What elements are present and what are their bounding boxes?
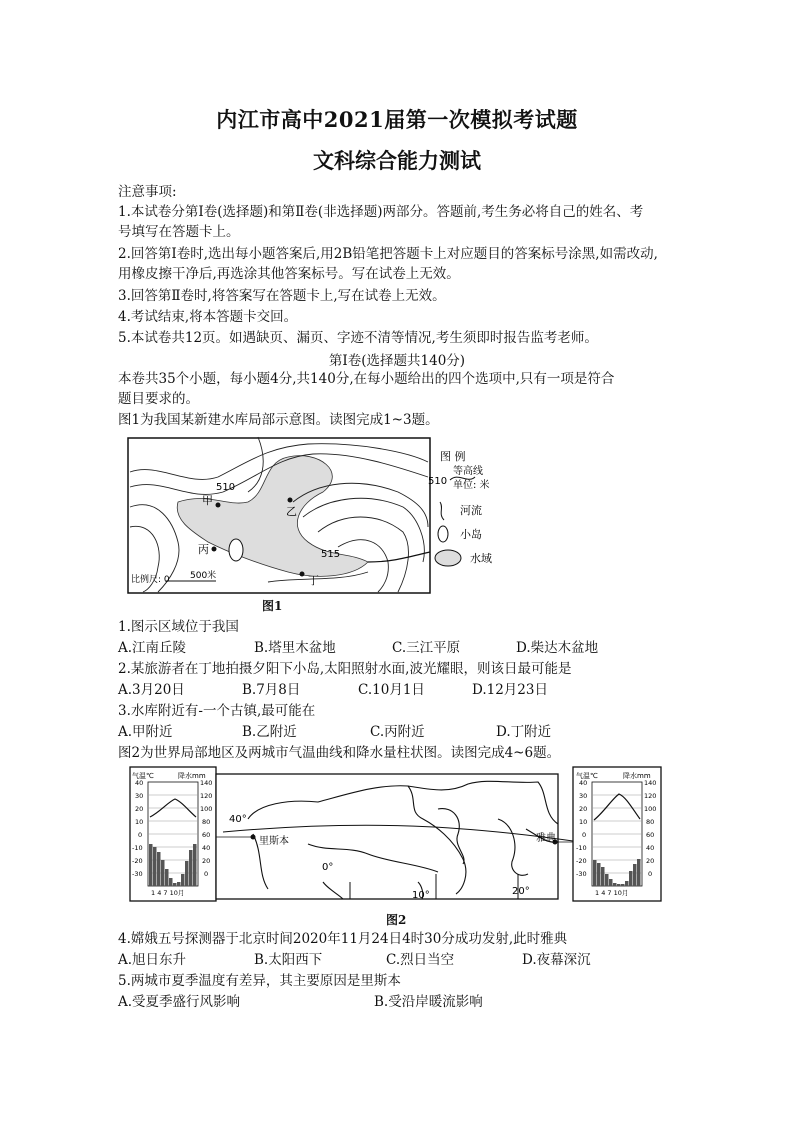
label-yi: 乙	[286, 505, 297, 518]
svg-text:60: 60	[646, 831, 655, 839]
athens-label: 雅典	[536, 833, 556, 844]
fig2-caption: 图2	[386, 913, 407, 927]
page-title: 内江市高中2021届第一次模拟考试题	[216, 107, 578, 132]
label-bing: 丙	[198, 543, 209, 556]
option: C.三江平原	[392, 640, 461, 656]
temp-label: 气温℃	[576, 772, 598, 780]
option: C.10月1日	[358, 682, 425, 698]
option: A.受夏季盛行风影响	[118, 994, 241, 1010]
point-jia	[216, 503, 221, 508]
option: A.旭日东升	[118, 952, 187, 968]
svg-text:30: 30	[579, 792, 588, 800]
months-label: 1 4 7 10月	[151, 889, 185, 897]
fig1-prompt: 图1为我国某新建水库局部示意图。读图完成1~3题。	[118, 412, 439, 428]
notice-heading: 注意事项:	[118, 184, 177, 200]
lisbon-label: 里斯本	[259, 836, 289, 847]
reservoir-map-figure	[118, 432, 538, 600]
option: C.烈日当空	[386, 952, 455, 968]
svg-text:40: 40	[135, 779, 144, 787]
svg-text:100: 100	[644, 805, 657, 813]
option: D.柴达木盆地	[516, 640, 599, 656]
option: A.3月20日	[118, 682, 185, 698]
question-stem: 5.两城市夏季温度有差异，其主要原因是里斯本	[118, 973, 401, 989]
notice-line: 用橡皮擦干净后,再选涂其他答案标号。写在试卷上无效。	[118, 266, 460, 282]
svg-text:120: 120	[200, 792, 213, 800]
legend-water: 水域	[470, 552, 492, 565]
svg-text:120: 120	[644, 792, 657, 800]
notice-line: 5.本试卷共12页。如遇缺页、漏页、字迹不清等情况,考生须即时报告监考老师。	[118, 330, 598, 346]
contour-label-510: 510	[216, 482, 236, 493]
question-stem: 1.图示区域位于我国	[118, 619, 239, 635]
legend-contour-value: 510	[428, 476, 448, 487]
option: D.12月23日	[472, 682, 548, 698]
lon-20-label: 20°	[512, 886, 530, 897]
option: B.7月8日	[242, 682, 301, 698]
svg-text:80: 80	[646, 818, 655, 826]
svg-text:20: 20	[646, 857, 655, 865]
temp-label: 气温℃	[132, 772, 154, 780]
option: B.太阳西下	[254, 952, 323, 968]
notice-line: 号填写在答题卡上。	[118, 224, 240, 240]
option: B.塔里木盆地	[254, 640, 336, 656]
option: A.甲附近	[118, 724, 173, 740]
option: D.夜幕深沉	[522, 952, 591, 968]
option: D.丁附近	[496, 724, 552, 740]
notice-line: 3.回答第Ⅱ卷时,将答案写在答题卡上,写在试卷上无效。	[118, 288, 446, 304]
lon-10-label: 10°	[412, 890, 430, 901]
point-yi	[288, 498, 293, 503]
section-intro: 题目要求的。	[118, 391, 199, 407]
svg-text:-30: -30	[576, 870, 587, 878]
legend-water-sample	[435, 550, 461, 566]
legend-island-sample	[438, 526, 448, 542]
question-stem: 2.某旅游者在丁地拍摄夕阳下小岛,太阳照射水面,波光耀眼，则该日最可能是	[118, 661, 572, 677]
svg-text:-10: -10	[576, 844, 587, 852]
section-intro: 本卷共35个小题，每小题4分,共140分,在每小题给出的四个选项中,只有一项是符合	[118, 371, 615, 387]
option: B.受沿岸暖流影响	[374, 994, 483, 1010]
svg-text:-30: -30	[132, 870, 143, 878]
svg-text:0: 0	[204, 870, 209, 878]
notice-line: 1.本试卷分第Ⅰ卷(选择题)和第Ⅱ卷(非选择题)两部分。答题前,考生务必将自己的姓名、考	[118, 204, 644, 220]
precip-label: 降水mm	[623, 772, 651, 780]
climate-chart-athens	[573, 767, 661, 901]
option: B.乙附近	[242, 724, 297, 740]
svg-text:-10: -10	[132, 844, 143, 852]
legend-title: 图 例	[440, 450, 466, 463]
legend-contour: 等高线	[453, 466, 483, 477]
svg-text:20: 20	[202, 857, 211, 865]
svg-text:-20: -20	[576, 857, 587, 865]
option: C.丙附近	[370, 724, 425, 740]
svg-text:40: 40	[646, 844, 655, 852]
svg-text:-20: -20	[132, 857, 143, 865]
page-subtitle: 文科综合能力测试	[313, 148, 481, 173]
svg-text:80: 80	[202, 818, 211, 826]
svg-text:60: 60	[202, 831, 211, 839]
fig2-prompt: 图2为世界局部地区及两城市气温曲线和降水量柱状图。读图完成4~6题。	[118, 745, 561, 761]
section-heading: 第Ⅰ卷(选择题共140分)	[328, 353, 466, 369]
legend-river-sample	[440, 502, 444, 520]
scale-end-label: 500米	[190, 571, 217, 581]
label-jia: 甲	[202, 494, 213, 507]
scale-label: 比例尺: 0	[131, 575, 170, 585]
svg-text:140: 140	[644, 779, 657, 787]
legend-island: 小岛	[460, 528, 482, 541]
point-bing	[212, 547, 217, 552]
notice-line: 2.回答第Ⅰ卷时,选出每小题答案后,用2B铅笔把答题卡上对应题目的答案标号涂黑,如需改动,	[118, 246, 658, 262]
svg-text:10: 10	[579, 818, 588, 826]
svg-text:20: 20	[135, 805, 144, 813]
svg-text:10: 10	[135, 818, 144, 826]
svg-text:0: 0	[582, 831, 587, 839]
svg-text:30: 30	[135, 792, 144, 800]
legend-river: 河流	[460, 504, 482, 517]
option: A.江南丘陵	[118, 640, 187, 656]
island-shape	[229, 539, 243, 561]
svg-text:20: 20	[579, 805, 588, 813]
svg-text:40: 40	[579, 779, 588, 787]
svg-text:0: 0	[138, 831, 143, 839]
svg-text:0: 0	[648, 870, 653, 878]
question-stem: 4.嫦娥五号探测器于北京时间2020年11月24日4时30分成功发射,此时雅典	[118, 931, 568, 947]
legend-unit: 单位: 米	[453, 480, 490, 491]
precip-label: 降水mm	[178, 772, 206, 780]
notice-line: 4.考试结束,将本答题卡交回。	[118, 309, 298, 325]
months-label: 1 4 7 10月	[595, 889, 629, 897]
climate-chart-lisbon	[130, 767, 216, 901]
question-stem: 3.水库附近有-一个古镇,最可能在	[118, 703, 316, 719]
fig1-caption: 图1	[262, 599, 283, 613]
svg-text:140: 140	[200, 779, 213, 787]
lon-0-label: 0°	[322, 862, 334, 873]
point-ding	[300, 572, 305, 577]
label-ding: 丁	[308, 574, 319, 587]
svg-text:100: 100	[200, 805, 213, 813]
contour-label-515: 515	[321, 549, 341, 560]
mediterranean-figure	[118, 764, 664, 914]
lat-40-label: 40°	[229, 814, 247, 825]
svg-text:40: 40	[202, 844, 211, 852]
map-area	[216, 774, 580, 901]
